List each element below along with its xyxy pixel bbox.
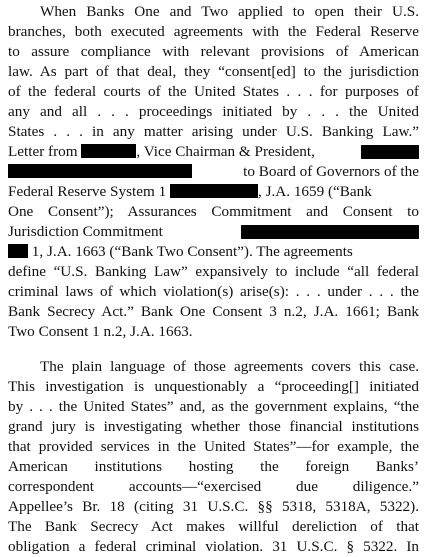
text-fragment: due <box>296 478 318 495</box>
redaction-bar <box>8 244 28 258</box>
text-fragment: institutions <box>94 458 163 475</box>
text-line: any and all . . . proceedings initiated by . . . the United <box>8 103 419 120</box>
text-line: States . . . in any matter arising under U.S. Banking Law.” <box>8 123 419 140</box>
text-line <box>8 162 419 182</box>
text-fragment: Banks’ <box>375 458 419 475</box>
text-line <box>8 182 419 202</box>
text-line: This investigation is unquestionably a “proceeding[] initiated <box>8 378 419 395</box>
text-line: obligation a federal criminal violation. 31 U.S.C. § 5322. In <box>8 538 419 555</box>
text-fragment: correspondent <box>8 478 95 495</box>
text-fragment: foreign <box>305 458 350 475</box>
text-fragment: 1, J.A. 1663 (“Bank Two Consent”). The agreements <box>31 243 353 260</box>
text-fragment: Jurisdiction Commitment <box>8 223 163 240</box>
text-line <box>8 142 419 162</box>
text-line: by . . . the United States” and, as the government explains, “the <box>8 398 419 415</box>
text-line: that provided services in the United States”—for example, the <box>8 438 419 455</box>
text-line: Bank Secrecy Act.” Bank One Consent 3 n.2, J.A. 1661; Bank <box>8 303 419 320</box>
redaction-bar <box>81 144 136 158</box>
text-line: to assure compliance with relevant provisions of American <box>8 43 419 60</box>
text-fragment: to Board of Governors of the <box>243 163 419 180</box>
text-line: Two Consent 1 n.2, J.A. 1663. <box>8 323 193 340</box>
text-fragment: American <box>8 458 68 475</box>
text-line <box>8 477 419 497</box>
text-fragment: diligence.” <box>352 478 419 495</box>
text-line: The Bank Secrecy Act makes willful dereliction of that <box>8 518 419 535</box>
text-fragment: , J.A. 1659 (“Bank <box>257 183 372 200</box>
text-line <box>8 222 419 242</box>
text-line <box>8 457 419 477</box>
text-line: Appellee’s Br. 18 (citing 31 U.S.C. §§ 5318, 5318A, 5322). <box>8 498 419 515</box>
text-line: The plain language of those agreements covers this case. <box>40 358 419 375</box>
text-fragment: the <box>260 458 279 475</box>
text-fragment: hosting <box>188 458 234 475</box>
text-line: criminal laws of which violation(s) arise(s): . . . under . . . the <box>8 283 419 300</box>
text-line <box>8 242 419 262</box>
redaction-bar <box>170 184 258 198</box>
text-line: When Banks One and Two applied to open their U.S. <box>40 3 419 20</box>
text-line: grand jury is investigating whether those financial institutions <box>8 418 419 435</box>
redaction-bar <box>361 145 419 159</box>
text-line: One Consent”); Assurances Commitment and Consent to <box>8 203 419 220</box>
text-fragment: Letter from <box>8 143 78 160</box>
redaction-bar <box>8 164 192 178</box>
text-fragment: , Vice Chairman & President, <box>136 143 315 160</box>
text-line: branches, both executed agreements with the Federal Reserve <box>8 23 419 40</box>
text-line: of the federal courts of the United States . . . for purposes of <box>8 83 419 100</box>
text-line: define “U.S. Banking Law” expansively to include “all federal <box>8 263 419 280</box>
redaction-bar <box>241 225 419 239</box>
text-fragment: Federal Reserve System 1 <box>8 183 167 200</box>
text-fragment: accounts—“exercised <box>128 478 262 495</box>
text-line: law. As part of that deal, they “consent[ed] to the jurisdiction <box>8 63 419 80</box>
